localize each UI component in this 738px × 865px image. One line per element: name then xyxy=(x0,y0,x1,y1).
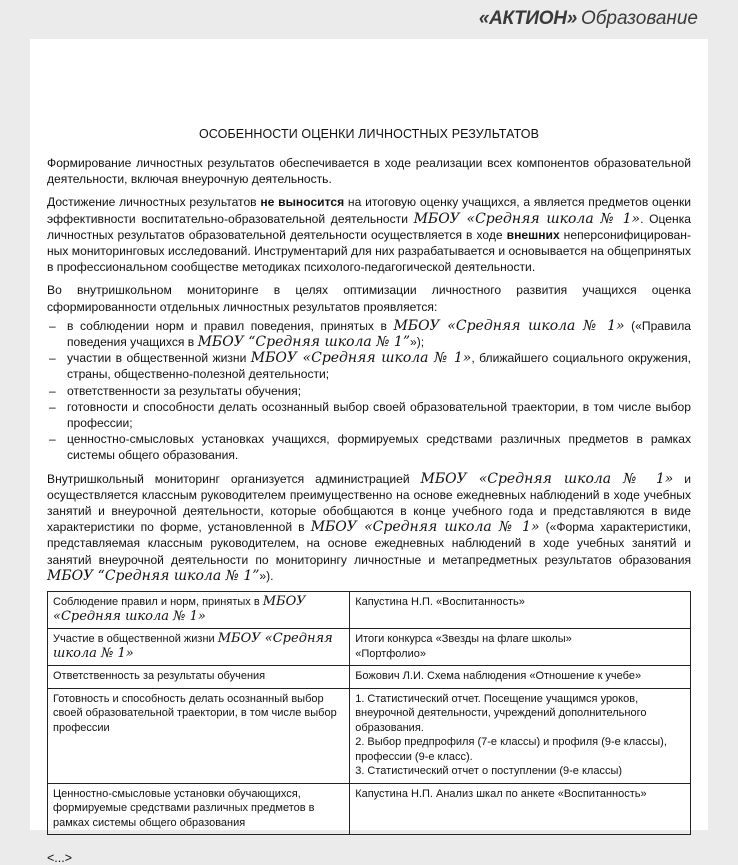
cell-line: 3. Статистический отчет о поступлении (9-е классы) xyxy=(355,765,623,778)
school-name: МБОУ «Средняя школа № 1» xyxy=(250,350,472,367)
p2-bold-a: не выносится xyxy=(260,195,345,210)
school-name: МБОУ «Средняя школа № 1» xyxy=(310,519,540,536)
list-item-text: , ближайшего социального окружения, страны, общественно-полезной деятельности; xyxy=(67,351,691,382)
p4-text-g: »). xyxy=(259,568,274,583)
cell-text: Участие в общественной жизни xyxy=(53,633,218,646)
paragraph-4 xyxy=(47,471,691,584)
p4-text-e: («Форма характеристики, представляемая классным руководителем, на основе ежедневных наблюдений в ходе учебных занятий и занятий внеурочной деятельности по мониторингу личностные и метапредметных результатов образования xyxy=(47,520,691,567)
table-row xyxy=(48,783,691,835)
p4-text-c: и осуществляется классным руководителем преимущественно на основе ежедневных наблюдений в ходе учебных занятий и внеурочной деятельности, которые обобщаются в конце учебного года и представляются в виде характеристики по форме, установленной в xyxy=(47,471,691,535)
table-cell: Готовность и способность делать осознанный выбор своей образовательной траектории, в том числе выбор профессии xyxy=(48,688,350,783)
school-name: МБОУ «Средняя школа № 1» xyxy=(413,210,641,227)
paragraph-3: Во внутришкольном мониторинге в целях оптимизации личностного развития учащихся оценка сформированности отдельных личностных результатов проявляется: xyxy=(47,283,691,314)
school-name: МБОУ «Средняя школа № 1» xyxy=(53,631,333,661)
table-cell xyxy=(48,592,350,629)
table-row xyxy=(48,629,691,666)
paragraph-1: Формирование личностных результатов обеспечивается в ходе реализации всех компонентов образовательной деятельности, включая внеурочную деятельность. xyxy=(47,156,691,187)
list-item xyxy=(47,350,691,382)
table-cell: Капустина Н.П. Анализ шкал по анкете «Воспитанность» xyxy=(350,783,691,835)
results-list xyxy=(47,318,691,464)
paragraph-2 xyxy=(47,194,691,275)
table-row xyxy=(48,592,691,629)
monitoring-table xyxy=(47,591,691,835)
list-item-text: участии в общественной жизни xyxy=(67,351,251,366)
cell-text: Соблюдение правил и норм, принятых в xyxy=(53,596,263,609)
list-item: – ответственности за результаты обучения; xyxy=(47,383,691,399)
list-item-text: »); xyxy=(410,335,425,350)
table-cell xyxy=(350,688,691,783)
list-item-text: в соблюдении норм и правил поведения, принятых в xyxy=(67,318,394,333)
school-name: МБОУ «Средняя школа № 1» xyxy=(53,594,306,624)
school-name: МБОУ «Средняя школа № 1» xyxy=(393,317,625,334)
cell-line: Итоги конкурса «Звезды на флаге школы» xyxy=(355,633,572,646)
document-title: ОСОБЕННОСТИ ОЦЕНКИ ЛИЧНОСТНЫХ РЕЗУЛЬТАТОВ xyxy=(198,127,540,141)
p4-text-a: Внутришкольный мониторинг организуется администрацией xyxy=(47,471,421,486)
table-row xyxy=(48,666,691,689)
p2-bold-e: внешних xyxy=(506,227,560,242)
table-cell: Ответственность за результаты обучения xyxy=(48,666,350,689)
school-name: МБОУ “Средняя школа № 1” xyxy=(197,334,410,351)
list-item xyxy=(47,318,691,350)
cell-line: «Портфолио» xyxy=(355,647,426,660)
p2-text-a: Достижение личностных результатов xyxy=(47,195,261,210)
brand-header xyxy=(479,8,698,30)
p2-text-d: . Оценка личностных результатов образовательной деятельности осуществляется в ходе xyxy=(47,211,691,242)
school-name: МБОУ «Средняя школа № 1» xyxy=(420,470,674,487)
list-item-text: («Правила поведения учащихся в xyxy=(67,318,691,350)
cell-line: 2. Выбор предпрофиля (7-е классы) и профиля (9-е классы), профессии (9-е класс). xyxy=(355,736,667,763)
p2-text-c: на итоговую оценку учащихся, а является предметов оценки эффективности воспитательно-образовательной деятельности xyxy=(47,195,691,226)
p2-text-f: неперсонифицированных мониторинговых исследований. Инструментарий для них разрабатывается и основывается на общепринятых в профессиональном сообществе методиках психолого-педагогической деятельности. xyxy=(47,227,691,275)
table-cell: Капустина Н.П. «Воспитанность» xyxy=(350,592,691,629)
table-cell xyxy=(350,629,691,666)
table-cell: Ценностно-смысловые установки обучающихся, формируемые средствами различных предметов в рамках системы общего образования xyxy=(48,783,350,835)
cell-line: 1. Статистический отчет. Посещение учащимся уроков, внеурочной деятельности, учреждений дополнительного образования. xyxy=(355,692,647,734)
document-page xyxy=(30,39,708,865)
school-name: МБОУ “Средняя школа № 1” xyxy=(47,567,260,584)
list-item: – готовности и способности делать осознанный выбор своей образовательной траектории, в том числе выбор профессии; xyxy=(47,399,691,431)
table-cell: Божович Л.И. Схема наблюдения «Отношение к учебе» xyxy=(350,666,691,689)
brand-logo: «АКТИОН» xyxy=(478,8,577,29)
table-row xyxy=(48,688,691,783)
ellipsis-marker: <...> xyxy=(47,851,73,865)
table-cell xyxy=(48,629,350,666)
brand-word: Образование xyxy=(580,8,698,29)
list-item: – ценностно-смысловых установках учащихся, формируемых средствами различных предметов в рамках системы общего образования. xyxy=(47,431,691,463)
